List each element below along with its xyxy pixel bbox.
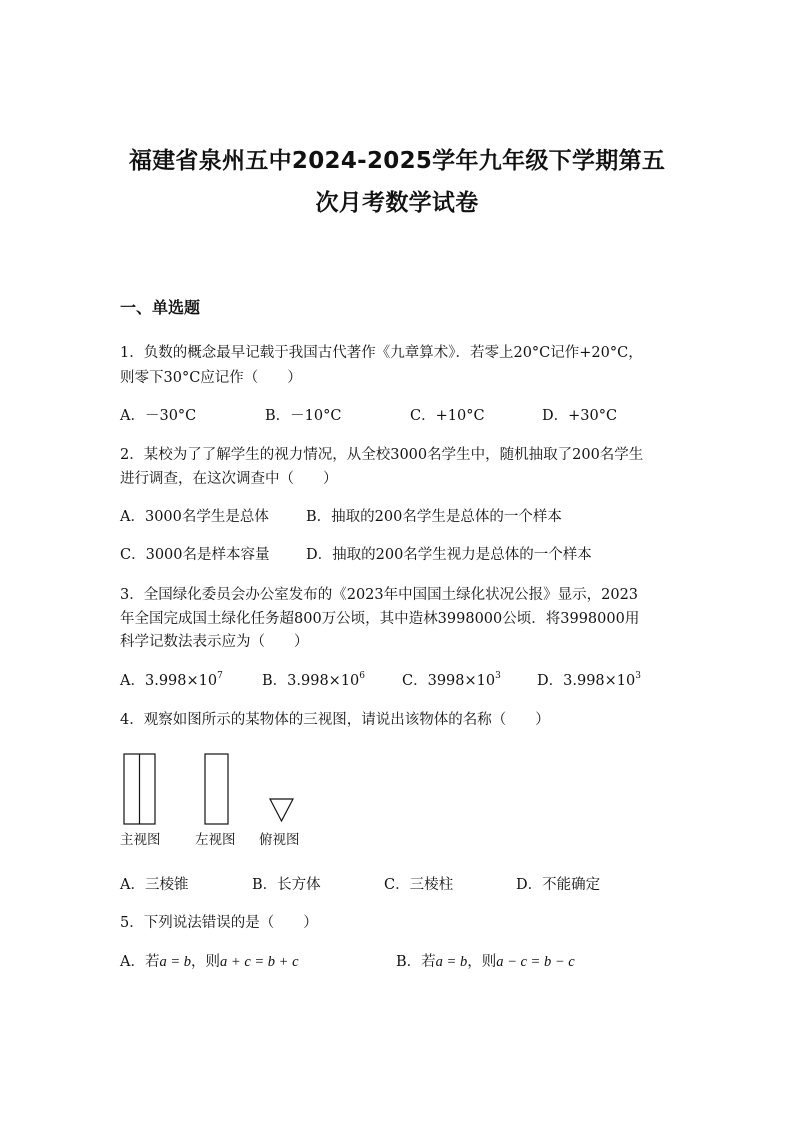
q5-option-b: B．若a = b，则a − c = b − c bbox=[396, 954, 575, 970]
section-heading: 一、单选题 bbox=[120, 298, 201, 317]
q4-option-b: B．长方体 bbox=[252, 877, 321, 893]
q1-option-d: D．+30°C bbox=[542, 408, 618, 424]
q2-option-b: B．抽取的200名学生是总体的一个样本 bbox=[306, 509, 562, 525]
q1-option-b: B．－10°C bbox=[265, 408, 342, 424]
side-view-drawing bbox=[205, 754, 228, 824]
q3-option-b: B．$3.998\times 10^6$ bbox=[262, 671, 366, 689]
page-title-line2: 次月考数学试卷 bbox=[315, 190, 479, 216]
three-view-figure bbox=[115, 748, 315, 828]
question-1-line2: 则零下30°C应记作（ ） bbox=[120, 370, 302, 386]
q5-option-a: A．若a = b，则a + c = b + c bbox=[120, 954, 299, 970]
q4-option-d: D．不能确定 bbox=[516, 877, 601, 893]
front-view-drawing bbox=[124, 754, 155, 824]
q4-option-c: C．三棱柱 bbox=[384, 877, 454, 893]
question-1-line1: 1．负数的概念最早记载于我国古代著作《九章算术》．若零上20°C记作+20°C， bbox=[120, 345, 643, 361]
q3-option-c: C．$3998\times 10^3$ bbox=[402, 671, 501, 689]
question-4-line1: 4．观察如图所示的某物体的三视图，请说出该物体的名称（ ） bbox=[120, 712, 550, 728]
question-2-line1: 2．某校为了了解学生的视力情况，从全校3000名学生中，随机抽取了200名学生 bbox=[120, 447, 644, 463]
q1-option-a: A．－30°C bbox=[120, 408, 197, 424]
q2-option-d: D．抽取的200名学生视力是总体的一个样本 bbox=[306, 547, 592, 563]
top-view-drawing bbox=[270, 799, 293, 821]
question-3-line3: 科学记数法表示应为（ ） bbox=[120, 634, 309, 650]
question-3-line2: 年全国完成国土绿化任务超800万公顷，其中造林3998000公顷．将3998000用 bbox=[120, 611, 640, 627]
top-view-label: 俯视图 bbox=[259, 832, 300, 848]
q2-option-a: A．3000名学生是总体 bbox=[120, 509, 269, 525]
page-title-line1: 福建省泉州五中2024-2025学年九年级下学期第五 bbox=[128, 148, 666, 174]
question-5-line1: 5．下列说法错误的是（ ） bbox=[120, 915, 318, 931]
q4-option-a: A．三棱锥 bbox=[120, 877, 189, 893]
side-view-label: 左视图 bbox=[195, 832, 236, 848]
q1-option-c: C．+10°C bbox=[410, 408, 485, 424]
question-2-line2: 进行调查，在这次调查中（ ） bbox=[120, 471, 338, 487]
q2-option-c: C．3000名是样本容量 bbox=[120, 547, 270, 563]
q3-option-a: A．$3.998\times 10^7$ bbox=[120, 671, 223, 689]
front-view-label: 主视图 bbox=[120, 832, 161, 848]
question-3-line1: 3．全国绿化委员会办公室发布的《2023年中国国土绿化状况公报》显示，2023 bbox=[120, 587, 639, 603]
q3-option-d: D．$3.998\times 10^3$ bbox=[537, 671, 641, 689]
